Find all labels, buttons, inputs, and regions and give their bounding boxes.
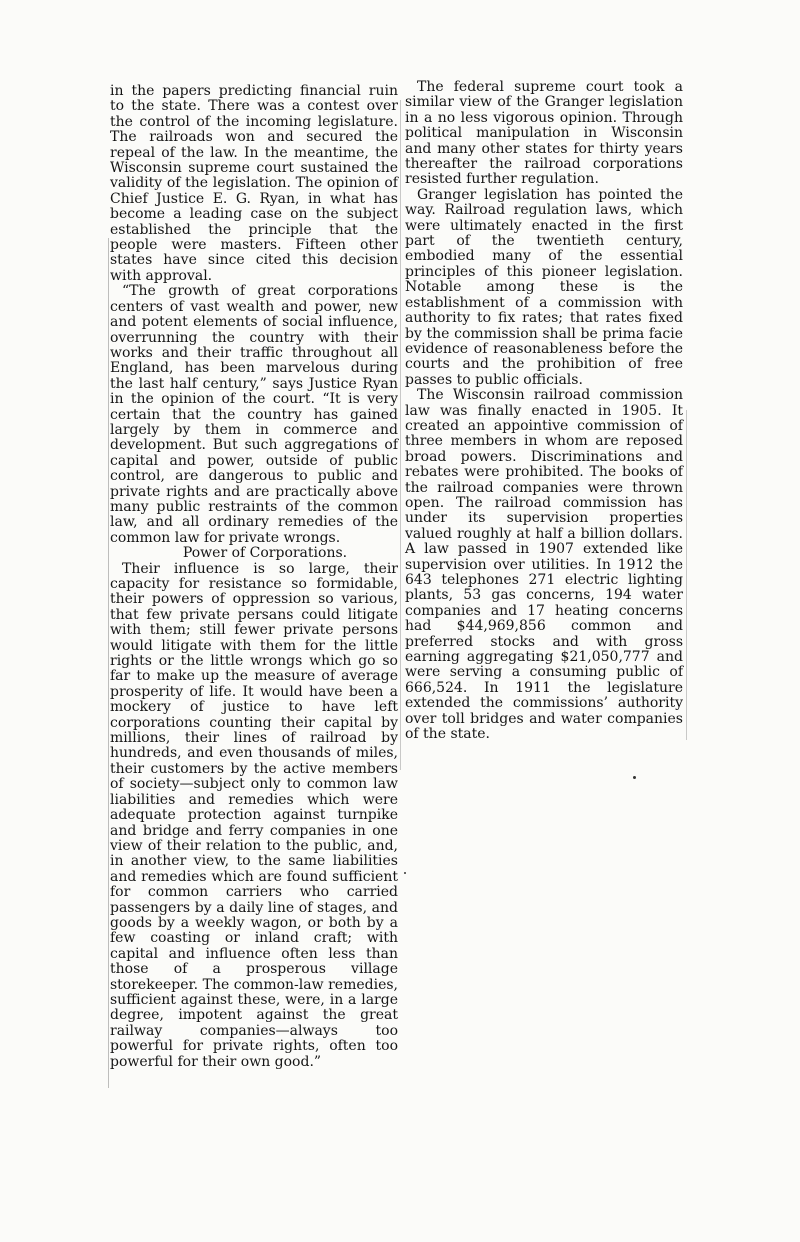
right-paragraph-3: The Wisconsin railroad commission law was finally enacted in 1905. It created an appointive commission of three members in whom are reposed broad powers. Discriminations and rebates were prohibited. The books of the railroad companies were thrown open. The railroad commission has under its supervision properties valued roughly at half a billion dollars. A law passed in 1907 extended like supervision over utilities. In 1912 the 643 telephones 271 electric lighting plants, 53 gas concerns, 194 water companies and 17 heating concerns had $44,969,856 common and preferred stocks and with gross earning aggregating $21,050,777 and were serving a consuming public of 666,524. In 1911 the legislature extended the commissions’ authority over toll bridges and water companies of the state.: [405, 387, 683, 743]
left-column-margin-rule: [108, 238, 109, 1088]
right-paragraph-2: Granger legislation has pointed the way. Railroad regulation laws, which were ultimately enacted in the first part of the twentieth century, embodied many of the essential principles of this pioneer legislation. Notable among these is the establishment of a commission with authority to fix rates; that rates fixed by the commission shall be prima facie evidence of reasonableness before the courts and the prohibition of free passes to public officials.: [405, 186, 683, 388]
print-speck: [404, 872, 406, 874]
left-paragraph-2-ryan-quote: “The growth of great corporations centers of vast wealth and power, new and potent elements of social influence, overrunning the country with their works and their traffic throughout all England, has been marvelous during the last half century,” says Justice Ryan in the opinion of the court. “It is very certain that the country has gained largely by them in commerce and development. But such aggregations of capital and power, outside of public control, are dangerous to public and private rights and are practically above many public restraints of the common law, and all ordinary remedies of the common law for private wrongs.: [110, 283, 398, 546]
right-column: [405, 80, 683, 742]
left-paragraph-3: Their influence is so large, their capacity for resistance so formidable, their powers of oppression so various, that few private persans could litigate with them; still fewer private persons would litigate with them for the little rights or the little wrongs which go so far to make up the measure of average prosperity of life. It would have been a mockery of justice to have left corporations counting their capital by millions, their lines of railroad by hundreds, and even thousands of miles, their customers by the active members of society—subject only to common law liabilities and remedies which were adequate protection against turnpike and bridge and ferry companies in one view of their relation to the public, and, in another view, to the same liabilities and remedies which are found sufficient for common carriers who carried passengers by a daily line of stages, and goods by a weekly wagon, or both by a few coasting or inland craft; with capital and influence often less than those of a prosperous village storekeeper. The common-law remedies, sufficient against these, were, in a large degree, impotent against the great railway companies—always too powerful for private rights, often too powerful for their own good.”: [110, 560, 398, 1070]
right-paragraph-1: The federal supreme court took a similar view of the Granger legislation in a no less vigorous opinion. Through political manipulation in Wisconsin and many other states for thirty years thereafter the railroad corporations resisted further regulation.: [405, 79, 683, 188]
column-divider-rule: [400, 100, 401, 770]
print-speck: [633, 776, 636, 779]
section-heading-power-of-corporations: Power of Corporations.: [182, 545, 348, 562]
right-column-margin-rule: [686, 410, 687, 740]
left-column: [110, 84, 398, 1070]
left-paragraph-1: in the papers predicting financial ruin to the state. There was a contest over the control of the incoming legislature. The railroads won and secured the repeal of the law. In the meantime, the Wisconsin supreme court sustained the validity of the legislation. The opinion of Chief Justice E. G. Ryan, in what has become a leading case on the subject established the principle that the people were masters. Fifteen other states have since cited this decision with approval.: [110, 83, 398, 284]
